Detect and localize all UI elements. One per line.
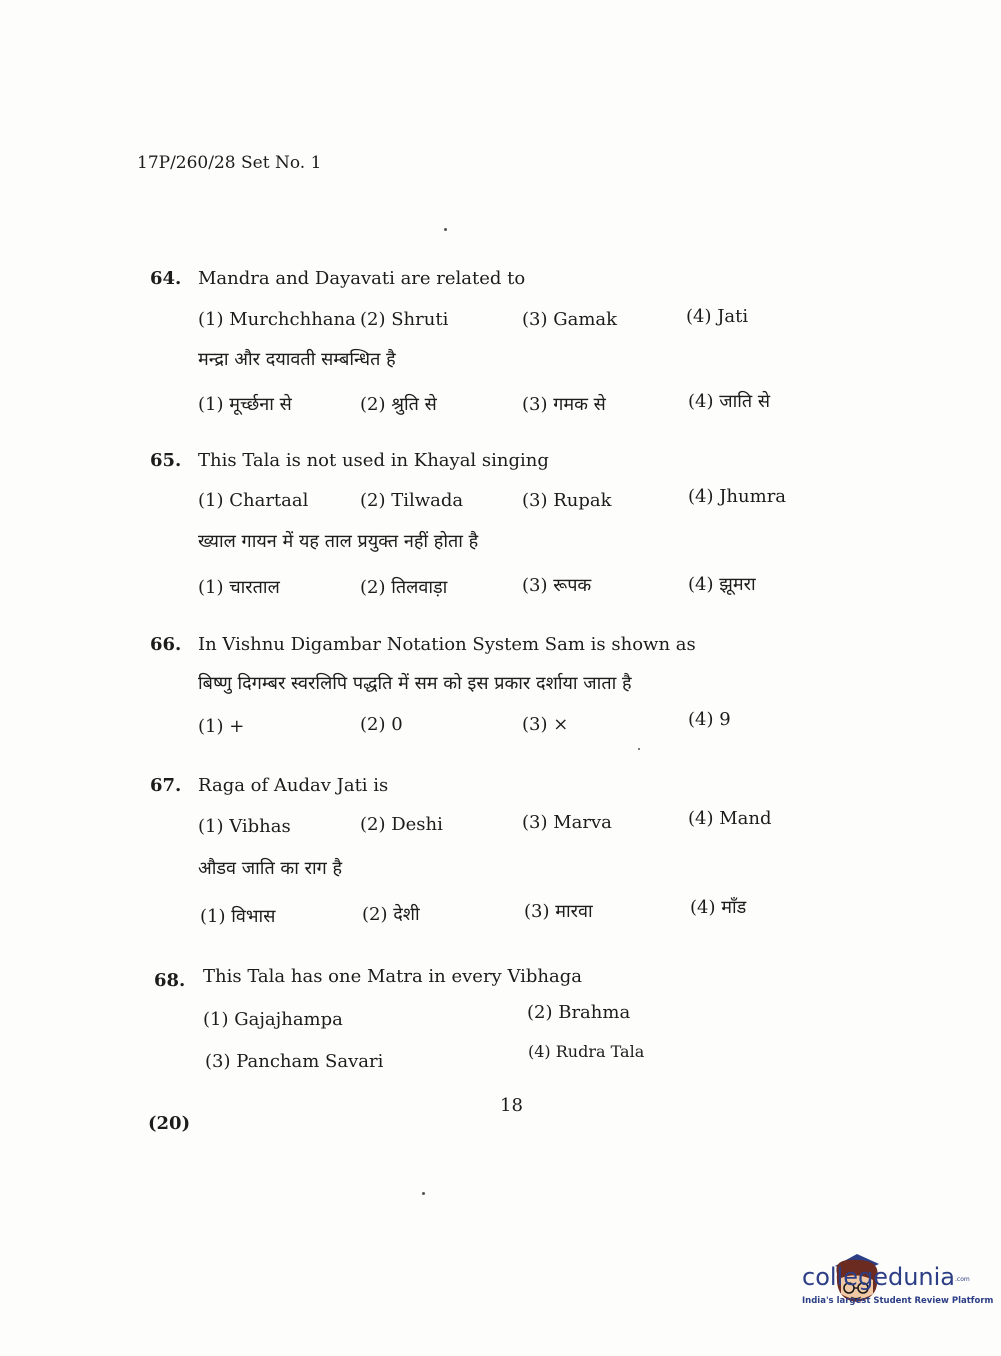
option-1: (1) Gajajhampa	[203, 1009, 343, 1030]
question-number: 68.	[154, 970, 186, 991]
hindi-option-2: (2) देशी	[362, 904, 420, 925]
page-number: 18	[500, 1095, 523, 1116]
question-number: 66.	[150, 634, 182, 655]
question-text-hindi: बिष्णु दिगम्बर स्वरलिपि पद्धति में सम को इस प्रकार दर्शाया जाता है	[198, 673, 632, 694]
option-4: (4) Mand	[688, 808, 772, 829]
question-text-hindi: औडव जाति का राग है	[198, 858, 343, 879]
option-1: (1) Vibhas	[198, 816, 291, 837]
option-2: (2) 0	[360, 714, 403, 735]
option-1: (1) Chartaal	[198, 490, 309, 511]
hindi-option-2: (2) श्रुति से	[360, 394, 437, 415]
hindi-option-4: (4) जाति से	[688, 391, 771, 412]
question-text: Mandra and Dayavati are related to	[198, 268, 526, 289]
hindi-option-4: (4) झूमरा	[688, 574, 756, 595]
hindi-option-1: (1) विभास	[200, 906, 276, 927]
hindi-option-3: (3) गमक से	[522, 394, 606, 415]
option-2: (2) Brahma	[527, 1002, 631, 1023]
document-header-code: 17P/260/28 Set No. 1	[137, 153, 322, 173]
scan-speck	[422, 1192, 425, 1195]
option-1: (1) Murchchhana	[198, 309, 356, 330]
scan-speck	[638, 748, 640, 750]
question-text: In Vishnu Digambar Notation System Sam is shown as	[198, 634, 696, 655]
scan-speck	[444, 228, 447, 231]
option-1: (1) +	[198, 716, 245, 737]
question-number: 64.	[150, 268, 182, 289]
option-2: (2) Deshi	[360, 814, 443, 835]
hindi-option-3: (3) रूपक	[522, 575, 592, 596]
hindi-option-2: (2) तिलवाड़ा	[360, 577, 448, 598]
hindi-option-3: (3) मारवा	[524, 901, 593, 922]
collegedunia-dotcom: .com	[955, 1276, 970, 1283]
hindi-option-1: (1) मूर्च्छना से	[198, 394, 292, 415]
question-text: This Tala has one Matra in every Vibhaga	[203, 966, 582, 987]
option-4: (4) 9	[688, 709, 731, 730]
option-4: (4) Jhumra	[688, 486, 787, 507]
option-4: (4) Jati	[686, 306, 749, 327]
hindi-option-1: (1) चारताल	[198, 577, 280, 598]
page-code: (20)	[148, 1113, 191, 1134]
option-4: (4) Rudra Tala	[528, 1042, 645, 1061]
collegedunia-tagline: India's largest Student Review Platform	[802, 1296, 994, 1306]
option-2: (2) Shruti	[360, 309, 449, 330]
option-3: (3) Rupak	[522, 490, 612, 511]
question-text: This Tala is not used in Khayal singing	[198, 450, 549, 471]
option-3: (3) ×	[522, 714, 569, 735]
option-3: (3) Marva	[522, 812, 612, 833]
question-text-hindi: ख्याल गायन में यह ताल प्रयुक्त नहीं होता है	[198, 531, 479, 552]
question-text: Raga of Audav Jati is	[198, 775, 389, 796]
hindi-option-4: (4) माँड	[690, 897, 747, 918]
option-3: (3) Gamak	[522, 309, 618, 330]
question-number: 65.	[150, 450, 182, 471]
option-2: (2) Tilwada	[360, 490, 464, 511]
question-text-hindi: मन्द्रा और दयावती सम्बन्धित है	[198, 349, 396, 370]
collegedunia-brand: collegedunia	[802, 1263, 956, 1291]
question-number: 67.	[150, 775, 182, 796]
option-3: (3) Pancham Savari	[205, 1051, 384, 1072]
